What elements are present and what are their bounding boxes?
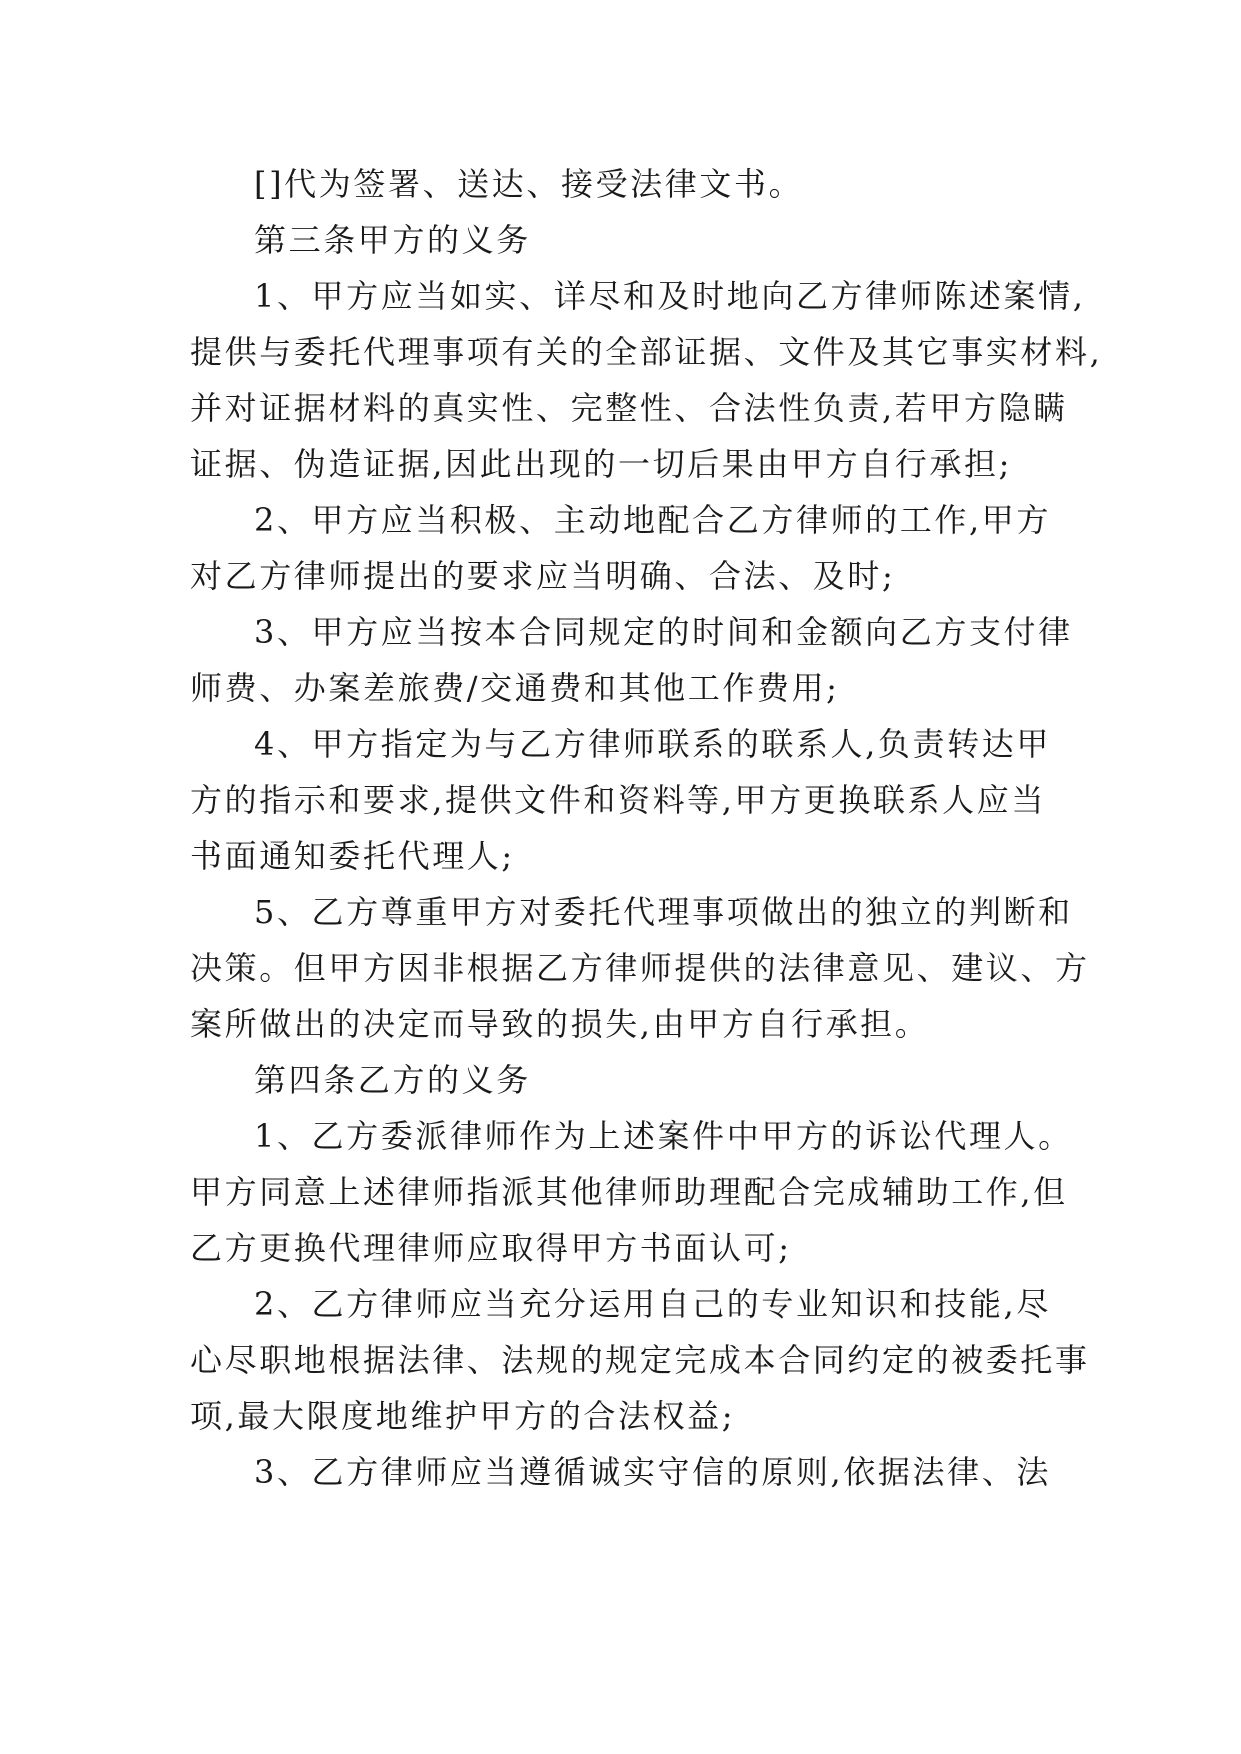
text-line: 2、甲方应当积极、主动地配合乙方律师的工作,甲方 (254, 501, 1051, 539)
text-line: 提供与委托代理事项有关的全部证据、文件及其它事实材料, (190, 333, 1103, 371)
text-line: 证据、伪造证据,因此出现的一切后果由甲方自行承担; (190, 445, 1012, 483)
text-line: 4、甲方指定为与乙方律师联系的联系人,负责转达甲 (254, 725, 1051, 763)
text-line: 3、乙方律师应当遵循诚实守信的原则,依据法律、法 (254, 1453, 1051, 1491)
text-line: 师费、办案差旅费/交通费和其他工作费用; (190, 669, 840, 707)
text-line: 乙方更换代理律师应取得甲方书面认可; (190, 1229, 792, 1267)
text-line: 决策。但甲方因非根据乙方律师提供的法律意见、建议、方 (190, 949, 1090, 987)
text-line: 并对证据材料的真实性、完整性、合法性负责,若甲方隐瞒 (190, 389, 1068, 427)
text-line: 2、乙方律师应当充分运用自己的专业知识和技能,尽 (254, 1285, 1051, 1323)
text-line: 方的指示和要求,提供文件和资料等,甲方更换联系人应当 (190, 781, 1046, 819)
text-line: 对乙方律师提出的要求应当明确、合法、及时; (190, 557, 896, 595)
text-line: 案所做出的决定而导致的损失,由甲方自行承担。 (190, 1005, 930, 1043)
text-line: 甲方同意上述律师指派其他律师助理配合完成辅助工作,但 (190, 1173, 1068, 1211)
text-line: 心尽职地根据法律、法规的规定完成本合同约定的被委托事 (190, 1341, 1090, 1379)
text-line: []代为签署、送达、接受法律文书。 (254, 165, 804, 203)
text-line: 项,最大限度地维护甲方的合法权益; (190, 1397, 736, 1435)
text-line: 1、甲方应当如实、详尽和及时地向乙方律师陈述案情, (254, 277, 1086, 315)
section-heading: 第四条乙方的义务 (254, 1061, 531, 1099)
section-heading: 第三条甲方的义务 (254, 221, 531, 259)
text-line: 5、乙方尊重甲方对委托代理事项做出的独立的判断和 (254, 893, 1073, 931)
text-line: 书面通知委托代理人; (190, 837, 515, 875)
text-line: 1、乙方委派律师作为上述案件中甲方的诉讼代理人。 (254, 1117, 1073, 1155)
text-line: 3、甲方应当按本合同规定的时间和金额向乙方支付律 (254, 613, 1073, 651)
